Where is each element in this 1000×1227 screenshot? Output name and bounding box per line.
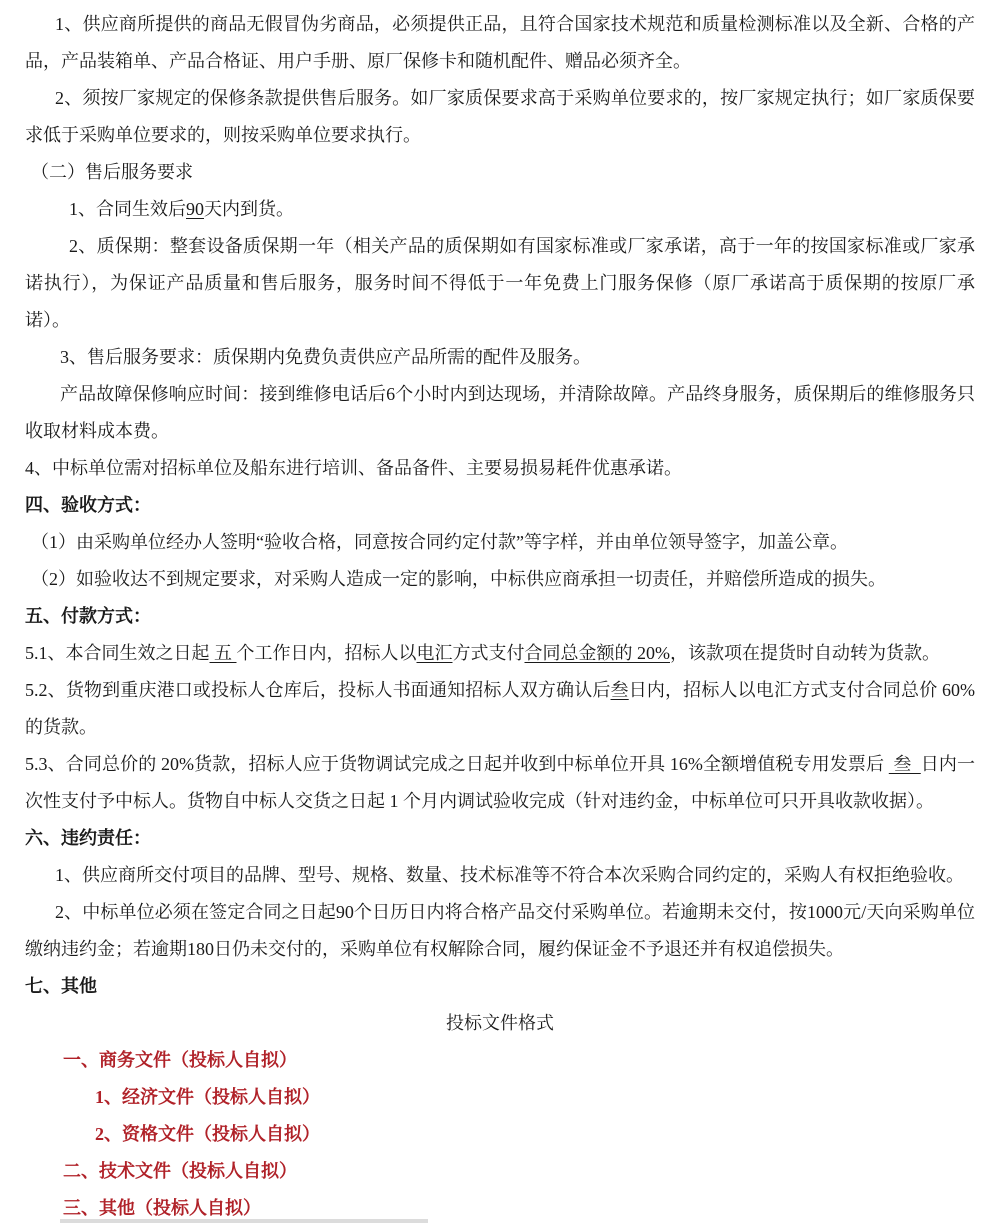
clause-text: 个工作日内，招标人以: [236, 643, 417, 663]
clause-acceptance-1: （1）由采购单位经办人签明“验收合格，同意按合同约定付款”等字样，并由单位领导签字，加盖公章。: [31, 532, 848, 552]
clause-warranty-period: 2、质保期：整套设备质保期一年（相关产品的质保期如有国家标准或厂家承诺，高于一年的按国家标准或厂家承诺执行），为保证产品质量和售后服务，服务时间不得低于一年免费上门服务保修（原厂承诺高于质保期的按原厂承诺）。: [25, 236, 975, 330]
underlined-value-three: 叁: [888, 754, 921, 774]
clause-breach-1: 1、供应商所交付项目的品牌、型号、规格、数量、技术标准等不符合本次采购合同约定的，采购人有权拒绝验收。: [55, 865, 964, 885]
clause-payment-5-1: [25, 635, 975, 672]
bid-item-qualification-documents: 2、资格文件（投标人自拟）: [95, 1124, 320, 1144]
clause-warranty-terms: 2、须按厂家规定的保修条款提供售后服务。如厂家质保要求高于采购单位要求的，按厂家规定执行；如厂家质保要求低于采购单位要求的，则按采购单位要求执行。: [25, 88, 975, 145]
underlined-wire-transfer: 电汇: [416, 643, 453, 663]
underlined-total-20pct: 合同总金额的 20%: [524, 643, 670, 663]
underlined-value-90: 90: [186, 199, 204, 219]
bid-item-technical-documents: 二、技术文件（投标人自拟）: [63, 1161, 297, 1181]
bid-item-commercial-documents: 一、商务文件（投标人自拟）: [63, 1050, 297, 1070]
underlined-value-three: 叁: [610, 680, 629, 700]
section-7-other-heading: 七、其他: [25, 976, 97, 996]
bid-item-economic-documents: 1、经济文件（投标人自拟）: [95, 1087, 320, 1107]
clause-text: 5.1、本合同生效之日起: [25, 643, 210, 663]
clause-text: 5.2、货物到重庆港口或投标人仓库后，投标人书面通知招标人双方确认后: [25, 680, 611, 700]
section-after-sales-heading: （二）售后服务要求: [31, 162, 193, 182]
underlined-value-five: 五: [209, 643, 237, 663]
bid-item-other: 三、其他（投标人自拟）: [63, 1198, 261, 1218]
clause-text: 1、合同生效后: [69, 199, 186, 219]
clause-delivery-time: [25, 191, 975, 228]
cutoff-next-line-fragment: [60, 1219, 428, 1223]
section-4-acceptance-heading: 四、验收方式：: [25, 495, 151, 515]
clause-after-sales-requirement: 3、售后服务要求：质保期内免费负责供应产品所需的配件及服务。: [60, 347, 591, 367]
clause-repair-response: 产品故障保修响应时间：接到维修电话后6个小时内到达现场，并清除故障。产品终身服务，质保期后的维修服务只收取材料成本费。: [25, 384, 975, 441]
clause-payment-5-3: [25, 746, 975, 820]
section-5-payment-heading: 五、付款方式：: [25, 606, 151, 626]
bid-document-format-title: 投标文件格式: [446, 1013, 554, 1033]
clause-payment-5-2: [25, 672, 975, 746]
clause-text: 天内到货。: [204, 199, 294, 219]
clause-text: 日内，招标人以电汇方式支付合同总价 60%的货款。: [25, 680, 976, 737]
clause-text: ，该款项在提货时自动转为货款。: [670, 643, 940, 663]
section-6-breach-heading: 六、违约责任：: [25, 828, 151, 848]
clause-text: 5.3、合同总价的 20%货款，招标人应于货物调试完成之日起并收到中标单位开具 16%全额增值税专用发票后: [25, 754, 889, 774]
clause-acceptance-2: （2）如验收达不到规定要求，对采购人造成一定的影响，中标供应商承担一切责任，并赔偿所造成的损失。: [31, 569, 886, 589]
clause-goods-quality: 1、供应商所提供的商品无假冒伪劣商品，必须提供正品，且符合国家技术规范和质量检测标准以及全新、合格的产品，产品装箱单、产品合格证、用户手册、原厂保修卡和随机配件、赠品必须齐全。: [25, 14, 975, 71]
clause-text: 方式支付: [452, 643, 525, 663]
clause-text: 日内一次性支付予中标人。货物自中标人交货之日起 1 个月内调试验收完成（针对违约金，中标单位可只开具收款收据）。: [25, 754, 976, 811]
clause-training-commitment: 4、中标单位需对招标单位及船东进行培训、备品备件、主要易损易耗件优惠承诺。: [25, 458, 682, 478]
clause-breach-2: 2、中标单位必须在签定合同之日起90个日历日内将合格产品交付采购单位。若逾期未交付，按1000元/天向采购单位缴纳违约金；若逾期180日仍未交付的，采购单位有权解除合同，履约保证金不予退还并有权追偿损失。: [25, 902, 975, 959]
